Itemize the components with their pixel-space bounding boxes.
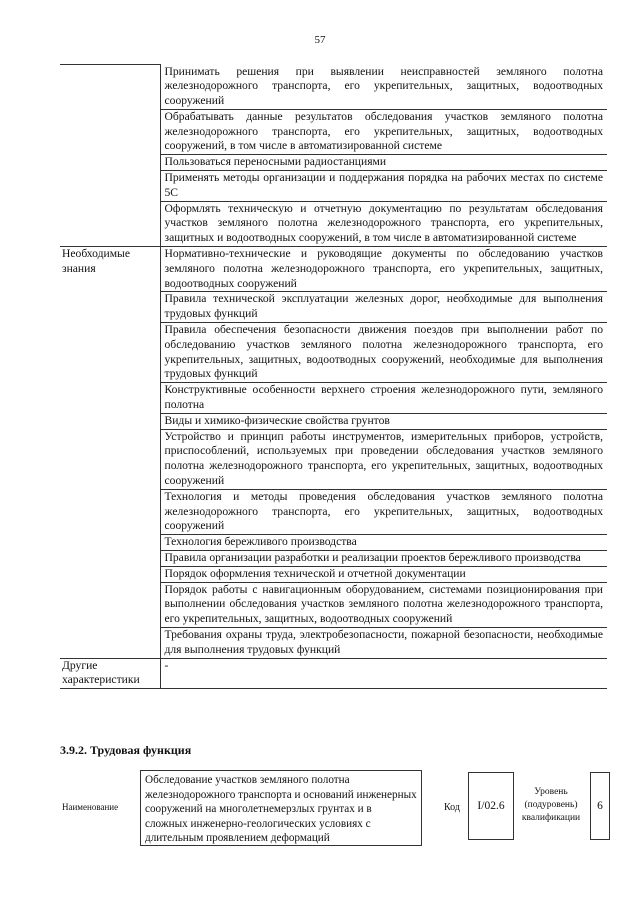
table-row <box>60 627 607 658</box>
knowledge-item: Виды и химико-физические свойства грунтов <box>160 413 607 429</box>
function-name-value: Обследование участков земляного полотна железнодорожного транспорта и оснований инженерных сооружений на многолетнемерзлых грунтах и в сложных инженерно-геологических условиях с длительным проявлением деформаций <box>140 770 422 846</box>
knowledge-label: Необходимые знания <box>60 247 160 292</box>
knowledge-item: Порядок оформления технической и отчетной документации <box>160 566 607 582</box>
requirements-table <box>60 64 607 689</box>
table-row <box>60 566 607 582</box>
knowledge-item: Технология бережливого производства <box>160 535 607 551</box>
knowledge-item: Конструктивные особенности верхнего строения железнодорожного пути, земляного полотна <box>160 383 607 414</box>
skills-label-cell <box>60 65 160 110</box>
table-row <box>60 429 607 489</box>
section-heading: 3.9.2. Трудовая функция <box>60 743 192 757</box>
table-row <box>60 201 607 246</box>
table-row <box>60 658 607 689</box>
table-row <box>60 292 607 323</box>
table-row <box>60 247 607 292</box>
table-row <box>60 109 607 154</box>
table-row <box>60 383 607 414</box>
knowledge-item: Правила организации разработки и реализации проектов бережливого производства <box>160 551 607 567</box>
knowledge-item: Устройство и принцип работы инструментов, измерительных приборов, устройств, приспособлений, используемых при проведении обследования участков земляного полотна железнодорожного транспорта, его укрепительных, защитных, водоотводных сооружений <box>160 429 607 489</box>
skill-item: Принимать решения при выявлении неисправностей земляного полотна железнодорожного транспорта, его укрепительных, защитных, водоотводных сооружений <box>160 65 607 110</box>
table-row <box>60 413 607 429</box>
skill-item: Обрабатывать данные результатов обследования участков земляного полотна железнодорожного транспорта, его укрепительных, защитных, водоотводных сооружений, в том числе в автоматизированной системе <box>160 109 607 154</box>
table-row <box>60 535 607 551</box>
knowledge-item: Правила технической эксплуатации железных дорог, необходимые для выполнения трудовых функций <box>160 292 607 323</box>
other-characteristics-value: - <box>160 658 607 689</box>
table-row <box>60 489 607 534</box>
function-name-label: Наименование <box>62 802 119 812</box>
table-row <box>60 171 607 202</box>
knowledge-item: Нормативно-технические и руководящие документы по обследованию участков земляного полотна железнодорожного транспорта, его укрепительных, защитных, водоотводных сооружений <box>160 247 607 292</box>
function-code-label: Код <box>444 802 460 813</box>
other-characteristics-label: Другие характеристики <box>60 658 160 689</box>
skill-item: Пользоваться переносными радиостанциями <box>160 155 607 171</box>
table-row <box>60 551 607 567</box>
knowledge-item: Правила обеспечения безопасности движения поездов при выполнении работ по обследованию участков земляного полотна железнодорожного транспорта, его укрепительных, защитных, водоотводных сооружений, необходимые для выполнения трудовых функций <box>160 323 607 383</box>
qualification-level-value: 6 <box>590 772 610 840</box>
function-code-value: I/02.6 <box>468 772 514 840</box>
skill-item: Применять методы организации и поддержания порядка на рабочих местах по системе 5С <box>160 171 607 202</box>
knowledge-item: Технология и методы проведения обследования участков земляного полотна железнодорожного транспорта, его укрепительных, защитных, водоотводных сооружений <box>160 489 607 534</box>
qualification-level-label: Уровень (подуровень) квалификации <box>521 787 581 823</box>
table-row <box>60 155 607 171</box>
skill-item: Оформлять техническую и отчетную документацию по результатам обследования участков земляного полотна железнодорожного транспорта, его укрепительных, защитных и водоотводных сооружений, в том числе в автоматизированной системе <box>160 201 607 246</box>
table-row <box>60 65 607 110</box>
knowledge-item: Порядок работы с навигационным оборудованием, системами позиционирования при выполнении обследования участков земляного полотна железнодорожного транспорта, его укрепительных, защитных, водоотводных сооружений <box>160 582 607 627</box>
table-row <box>60 582 607 627</box>
page-number: 57 <box>314 34 326 46</box>
table-row <box>60 323 607 383</box>
knowledge-item: Требования охраны труда, электробезопасности, пожарной безопасности, необходимые для выполнения трудовых функций <box>160 627 607 658</box>
